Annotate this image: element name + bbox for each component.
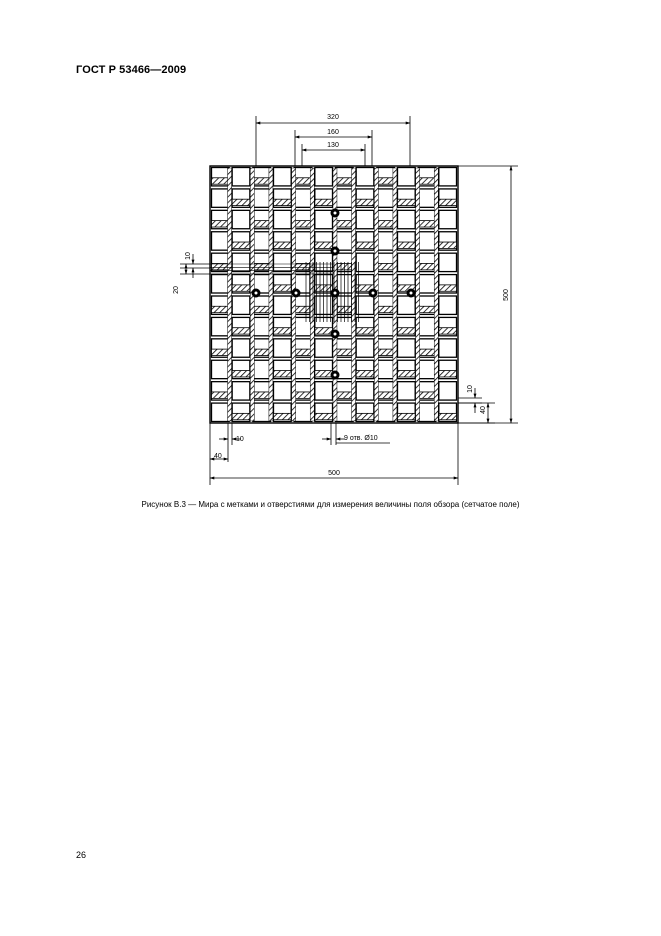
grid-hatch-bar: [232, 242, 250, 248]
grid-hatch-bar: [232, 328, 250, 334]
hole-center: [334, 250, 337, 253]
dim-holes-bottom: 9 отв. Ø10: [344, 435, 378, 442]
dim-320: 320: [327, 114, 339, 121]
grid-hatch-bar: [253, 178, 271, 184]
grid-hatch-bar: [294, 221, 312, 227]
grid-hatch-bar: [336, 178, 354, 184]
grid-cell: [439, 253, 457, 271]
grid-hatch-bar: [212, 221, 230, 227]
grid-hatch-bar: [377, 221, 395, 227]
grid-cell: [253, 360, 271, 378]
grid-cell: [398, 168, 416, 186]
grid-cell: [336, 189, 354, 207]
grid-cell: [439, 168, 457, 186]
hole-center: [295, 292, 298, 295]
grid-hatch-bar: [212, 178, 230, 184]
grid-cell: [398, 210, 416, 228]
dim-500-bottom: 500: [328, 470, 340, 477]
grid-cell: [439, 339, 457, 357]
grid-cell: [336, 403, 354, 421]
hole-center: [255, 292, 258, 295]
grid-cell: [377, 317, 395, 335]
grid-cell: [398, 382, 416, 400]
grid-hatch-bar: [212, 349, 230, 355]
vertical-strip: [434, 168, 438, 421]
hole-center: [372, 292, 375, 295]
grid-hatch-bar: [418, 392, 436, 398]
grid-hatch-bar: [253, 306, 271, 312]
grid-hatch-bar: [315, 413, 333, 419]
grid-cell: [356, 339, 374, 357]
grid-hatch-bar: [377, 349, 395, 355]
vertical-strip: [228, 168, 232, 421]
grid-hatch-bar: [356, 371, 374, 377]
grid-field: [210, 166, 458, 423]
grid-hatch-bar: [336, 221, 354, 227]
dim-10-left: 10: [185, 252, 192, 260]
document-header: ГОСТ Р 53466—2009: [76, 64, 187, 76]
grid-cell: [212, 232, 230, 250]
grid-cell: [253, 317, 271, 335]
grid-hatch-bar: [398, 242, 416, 248]
grid-hatch-bar: [398, 413, 416, 419]
dim-40-right: 40: [480, 406, 487, 414]
grid-hatch-bar: [315, 328, 333, 334]
grid-cell: [232, 253, 250, 271]
grid-cell: [294, 189, 312, 207]
grid-cell: [439, 210, 457, 228]
grid-hatch-bar: [377, 263, 395, 269]
grid-cell: [377, 403, 395, 421]
grid-cell: [212, 403, 230, 421]
grid-hatch-bar: [439, 242, 457, 248]
grid-cell: [274, 168, 292, 186]
grid-cell: [274, 296, 292, 314]
grid-hatch-bar: [232, 371, 250, 377]
grid-cell: [294, 360, 312, 378]
grid-cell: [377, 360, 395, 378]
grid-cell: [418, 275, 436, 293]
grid-hatch-bar: [398, 371, 416, 377]
grid-hatch-bar: [418, 263, 436, 269]
grid-cell: [253, 403, 271, 421]
grid-hatch-bar: [439, 413, 457, 419]
dim-500-right: 500: [503, 289, 510, 301]
grid-hatch-bar: [315, 199, 333, 205]
grid-hatch-bar: [377, 392, 395, 398]
grid-cell: [294, 403, 312, 421]
grid-cell: [356, 210, 374, 228]
grid-cell: [336, 232, 354, 250]
grid-hatch-bar: [253, 221, 271, 227]
grid-cell: [212, 360, 230, 378]
grid-hatch-bar: [294, 392, 312, 398]
hole-center: [334, 292, 337, 295]
grid-cell: [377, 232, 395, 250]
grid-cell: [232, 210, 250, 228]
grid-cell: [253, 232, 271, 250]
grid-cell: [398, 253, 416, 271]
grid-hatch-bar: [232, 199, 250, 205]
vertical-strip: [269, 168, 273, 421]
grid-hatch-bar: [418, 221, 436, 227]
grid-cell: [274, 339, 292, 357]
grid-hatch-bar: [274, 371, 292, 377]
dim-10-bottom: 10: [236, 436, 244, 443]
grid-cell: [315, 210, 333, 228]
grid-cell: [315, 382, 333, 400]
vertical-strip: [393, 168, 397, 421]
grid-hatch-bar: [212, 263, 230, 269]
grid-hatch-bar: [294, 178, 312, 184]
grid-cell: [356, 168, 374, 186]
grid-hatch-bar: [253, 263, 271, 269]
grid-cell: [232, 339, 250, 357]
grid-cell: [377, 189, 395, 207]
grid-cell: [212, 317, 230, 335]
grid-cell: [212, 275, 230, 293]
grid-hatch-bar: [274, 328, 292, 334]
grid-cell: [418, 317, 436, 335]
grid-cell: [356, 382, 374, 400]
figure-caption: Рисунок В.3 — Мира с метками и отверстиями для измерения величины поля обзора (сетчатое поле): [141, 500, 520, 509]
grid-hatch-bar: [377, 178, 395, 184]
dim-130: 130: [327, 142, 339, 149]
grid-cell: [274, 210, 292, 228]
grid-cell: [232, 168, 250, 186]
hole-center: [334, 212, 337, 215]
grid-cell: [418, 403, 436, 421]
grid-hatch-bar: [253, 349, 271, 355]
vertical-strip: [416, 168, 420, 421]
grid-hatch-bar: [418, 306, 436, 312]
grid-cell: [294, 232, 312, 250]
grid-cell: [232, 296, 250, 314]
grid-hatch-bar: [336, 392, 354, 398]
grid-cell: [274, 253, 292, 271]
hole-center: [334, 333, 337, 336]
grid-hatch-bar: [274, 413, 292, 419]
hole-center: [334, 374, 337, 377]
grid-cell: [418, 232, 436, 250]
grid-hatch-bar: [439, 328, 457, 334]
grid-cell: [253, 189, 271, 207]
grid-hatch-bar: [274, 285, 292, 291]
grid-hatch-bar: [377, 306, 395, 312]
grid-hatch-bar: [418, 178, 436, 184]
grid-cell: [398, 339, 416, 357]
grid-cell: [274, 382, 292, 400]
grid-hatch-bar: [336, 349, 354, 355]
grid-hatch-bar: [315, 242, 333, 248]
hole-center: [410, 292, 413, 295]
grid-hatch-bar: [212, 392, 230, 398]
grid-hatch-bar: [398, 199, 416, 205]
grid-cell: [439, 382, 457, 400]
dim-160: 160: [327, 129, 339, 136]
dim-20-left: 20: [173, 286, 180, 294]
grid-hatch-bar: [418, 349, 436, 355]
grid-cell: [315, 339, 333, 357]
grid-hatch-bar: [212, 306, 230, 312]
grid-cell: [439, 296, 457, 314]
grid-hatch-bar: [356, 328, 374, 334]
grid-hatch-bar: [232, 285, 250, 291]
grid-cell: [418, 360, 436, 378]
grid-hatch-bar: [232, 413, 250, 419]
grid-hatch-bar: [253, 392, 271, 398]
grid-hatch-bar: [294, 349, 312, 355]
grid-cell: [212, 189, 230, 207]
grid-hatch-bar: [356, 413, 374, 419]
grid-hatch-bar: [315, 371, 333, 377]
grid-hatch-bar: [439, 285, 457, 291]
grid-hatch-bar: [274, 242, 292, 248]
grid-cell: [377, 275, 395, 293]
dim-40-bottom: 40: [214, 453, 222, 460]
vertical-strip: [310, 168, 314, 421]
grid-hatch-bar: [274, 199, 292, 205]
grid-hatch-bar: [398, 328, 416, 334]
dim-10-right: 10: [467, 385, 474, 393]
grid-cell: [418, 189, 436, 207]
grid-cell: [232, 382, 250, 400]
grid-hatch-bar: [439, 371, 457, 377]
grid-hatch-bar: [356, 199, 374, 205]
grid-hatch-bar: [439, 199, 457, 205]
grid-cell: [315, 168, 333, 186]
grid-hatch-bar: [356, 242, 374, 248]
grid-cell: [398, 296, 416, 314]
page-number: 26: [76, 850, 87, 860]
